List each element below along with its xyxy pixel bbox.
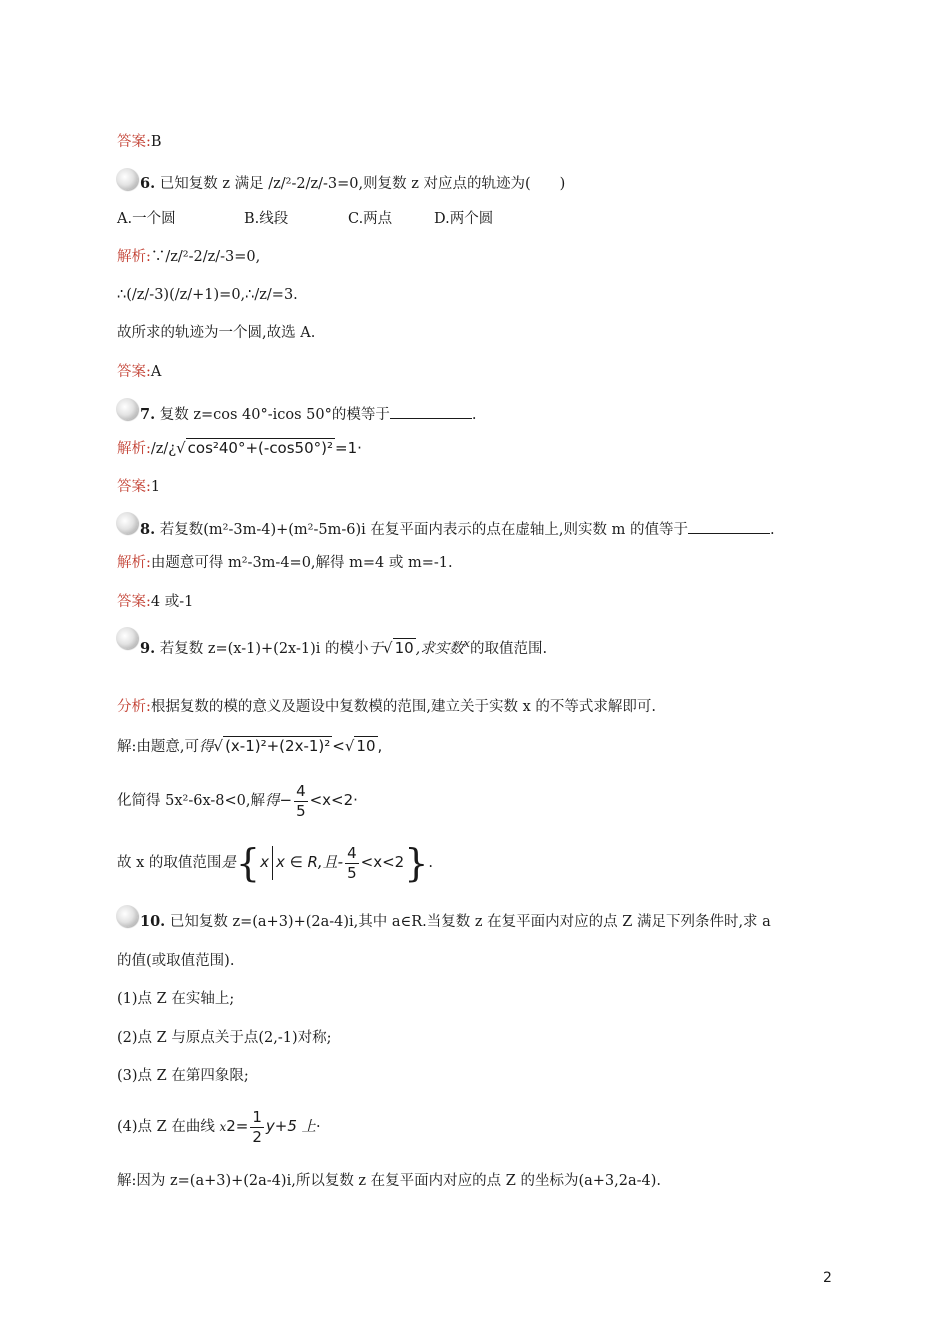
question-text: 已知复数 z 满足 /z/²-2/z/-3=0,则复数 z 对应点的轨迹为( ) <box>159 176 566 192</box>
solution-end: <x<2· <box>309 791 358 809</box>
q8-answer <box>117 592 193 612</box>
analysis-suffix: =1· <box>335 439 362 457</box>
q6-answer <box>117 362 161 382</box>
answer-blank <box>688 519 770 534</box>
answer-label: 答案: <box>117 364 151 380</box>
question-marker-icon <box>116 905 138 927</box>
q9-solution-3 <box>117 838 433 887</box>
radicand: 10 <box>356 737 376 755</box>
answer-label: 答案: <box>117 594 151 610</box>
question-7-stem <box>140 404 477 425</box>
question-text-italic: ,求实数 <box>415 640 464 657</box>
q7-answer <box>117 477 160 497</box>
page-number: 2 <box>823 1270 832 1286</box>
question-text: 的取值范围. <box>469 640 548 657</box>
q9-solution-2: 化简得 5x²-6x-8<0,解得− $\frac{4}{5}$ <x<2· <box>117 781 358 820</box>
answer-value: 1 <box>150 479 161 495</box>
answer-label: 答案: <box>117 479 151 495</box>
question-text: 已知复数 z=(a+3)+(2a-4)i,其中 a∈R.当复数 z 在复平面内对应的点 Z 满足下列条件时,求 a <box>169 914 771 930</box>
sqrt-10: √ 10 <box>383 638 414 657</box>
question-text: 复数 z=cos 40°-icos 50°的模等于 <box>159 407 390 423</box>
q10-item-3: (3)点 Z 在第四象限; <box>117 1068 249 1084</box>
analysis-label: 解析: <box>117 555 151 571</box>
less-than: < <box>332 737 345 755</box>
fenxi-text: 根据复数的模的意义及题设中复数模的范围,建立关于实数 x 的不等式求解即可. <box>150 699 657 715</box>
solution-text: 解:由题意,可 <box>117 739 199 755</box>
analysis-text: 由题意可得 m²-3m-4=0,解得 m=4 或 m=-1. <box>150 555 453 571</box>
fenxi-label: 分析: <box>117 699 151 715</box>
question-8-stem <box>140 519 775 540</box>
fraction-4-5: $\frac{4}{5}$ <box>296 781 306 820</box>
question-number: 9. <box>140 639 156 657</box>
q7-analysis <box>117 438 362 459</box>
question-marker-icon <box>116 398 138 420</box>
equation-part: 2= <box>226 1117 249 1135</box>
equation-part: y+5 <box>265 1117 297 1135</box>
option-b: B.线段 <box>244 211 289 227</box>
sqrt-expression: √ (x-1)²+(2x-1)² <box>213 737 331 755</box>
sqrt-expression: √ cos²40°+(-cos50°)² <box>176 439 334 457</box>
radicand: cos²40°+(-cos50°)² <box>187 439 334 457</box>
question-text: 若复数(m²-3m-4)+(m²-5m-6)i 在复平面内表示的点在虚轴上,则实数 m 的值等于 <box>159 522 688 538</box>
question-number: 10. <box>140 913 166 930</box>
variable: x <box>463 637 470 650</box>
analysis-label: 解析: <box>117 249 151 265</box>
solution-text: 故 x 的取值范围 <box>117 855 222 871</box>
radicand: 10 <box>394 638 414 657</box>
answer-value: 4 或-1 <box>150 594 194 610</box>
stem-end: . <box>471 407 477 423</box>
fraction-1-2: $\frac{1}{2}$ <box>252 1107 262 1146</box>
answer-label: 答案: <box>117 134 151 150</box>
question-marker-icon <box>116 168 138 190</box>
q6-analysis-line3: 故所求的轨迹为一个圆,故选 A. <box>117 325 316 341</box>
item-end: · <box>316 1119 321 1135</box>
q10-solution: 解:因为 z=(a+3)+(2a-4)i,所以复数 z 在复平面内对应的点 Z 的坐标为(a+3,2a-4). <box>117 1173 662 1189</box>
set-variable: x <box>260 853 269 871</box>
option-a: A.一个圆 <box>117 211 176 227</box>
solution-end: . <box>428 855 433 871</box>
answer-value: A <box>150 364 162 380</box>
set-condition: x ∈ R,且- <box>275 853 344 871</box>
right-brace: } <box>404 841 429 885</box>
question-marker-icon <box>116 627 138 649</box>
option-d: D.两个圆 <box>434 211 494 227</box>
question-text-italic: 于 <box>368 640 383 657</box>
analysis-text: ∵/z/²-2/z/-3=0, <box>150 249 261 265</box>
fraction-4-5: $\frac{4}{5}$ <box>347 843 357 882</box>
option-c: C.两点 <box>348 211 393 227</box>
q10-item-2: (2)点 Z 与原点关于点(2,-1)对称; <box>117 1030 332 1046</box>
item-text-italic: 上 <box>301 1119 317 1135</box>
analysis-prefix: /z/¿ <box>150 441 177 457</box>
question-6-stem <box>140 174 565 194</box>
stem-end: . <box>769 522 775 538</box>
question-number: 7. <box>140 406 156 423</box>
answer-line-q5 <box>117 132 162 152</box>
sqrt-10: √ 10 <box>344 737 376 755</box>
q10-item-1: (1)点 Z 在实轴上; <box>117 991 235 1007</box>
question-10-stem-2: 的值(或取值范围). <box>117 953 235 969</box>
q10-item-4 <box>117 1104 321 1149</box>
solution-text-italic: 得 <box>199 739 214 755</box>
solution-end: , <box>377 737 383 755</box>
answer-blank <box>390 404 472 419</box>
q8-analysis <box>117 553 453 573</box>
solution-text-italic: 是 <box>221 855 236 871</box>
solution-text-italic: 得 <box>264 793 280 809</box>
question-9-stem <box>140 634 547 659</box>
q6-analysis-line1 <box>117 247 260 267</box>
question-text: 若复数 z=(x-1)+(2x-1)i 的模小 <box>159 640 369 657</box>
analysis-label: 解析: <box>117 441 151 457</box>
q6-analysis-line2: ∴(/z/-3)(/z/+1)=0,∴/z/=3. <box>117 287 298 303</box>
item-text: (4)点 Z 在曲线 <box>117 1119 215 1135</box>
left-brace: { <box>235 841 261 885</box>
question-10-stem-1 <box>140 912 771 932</box>
question-number: 6. <box>140 175 156 192</box>
question-number: 8. <box>140 521 156 538</box>
variable: x <box>219 1120 227 1134</box>
set-tail: <x<2 <box>360 853 405 871</box>
radicand: (x-1)²+(2x-1)² <box>225 737 331 755</box>
solution-text: 化简得 5x²-6x-8<0,解 <box>117 793 265 809</box>
set-bar <box>272 846 273 880</box>
question-marker-icon <box>116 512 138 534</box>
answer-value: B <box>150 134 162 150</box>
q9-solution-1 <box>117 736 382 757</box>
q9-fenxi <box>117 697 656 717</box>
